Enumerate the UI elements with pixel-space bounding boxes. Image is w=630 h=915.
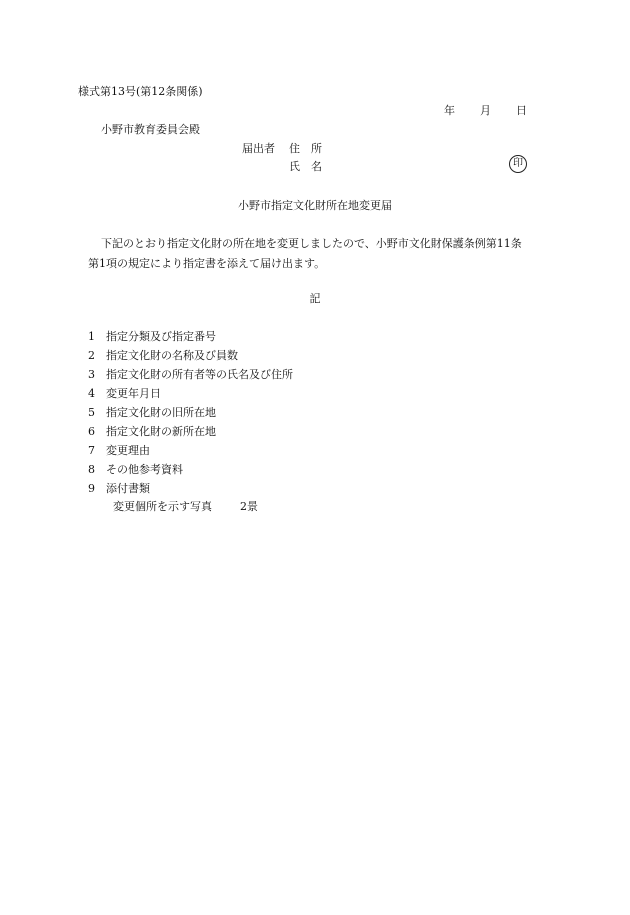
date-day-label: 日 — [516, 104, 527, 117]
date-year-label: 年 — [444, 104, 455, 117]
address-label: 住 所 — [289, 142, 322, 155]
name-label: 氏 名 — [289, 160, 322, 173]
form-number: 様式第13号(第12条関係) — [78, 85, 203, 98]
body-text-line-2: 第1項の規定により指定書を添えて届け出ます。 — [88, 257, 326, 270]
addressee: 小野市教育委員会殿 — [101, 123, 200, 136]
body-text-line-1: 下記のとおり指定文化財の所在地を変更しましたので、小野市文化財保護条例第11条 — [101, 237, 522, 250]
seal-mark: 印 — [509, 155, 527, 173]
attachment-description: 変更個所を示す写真 — [113, 500, 212, 513]
ki-heading: 記 — [309, 292, 321, 305]
date-month-label: 月 — [480, 104, 491, 117]
document-title: 小野市指定文化財所在地変更届 — [238, 199, 392, 212]
attachment-count: 2景 — [240, 500, 258, 513]
applicant-label: 届出者 — [242, 142, 275, 155]
